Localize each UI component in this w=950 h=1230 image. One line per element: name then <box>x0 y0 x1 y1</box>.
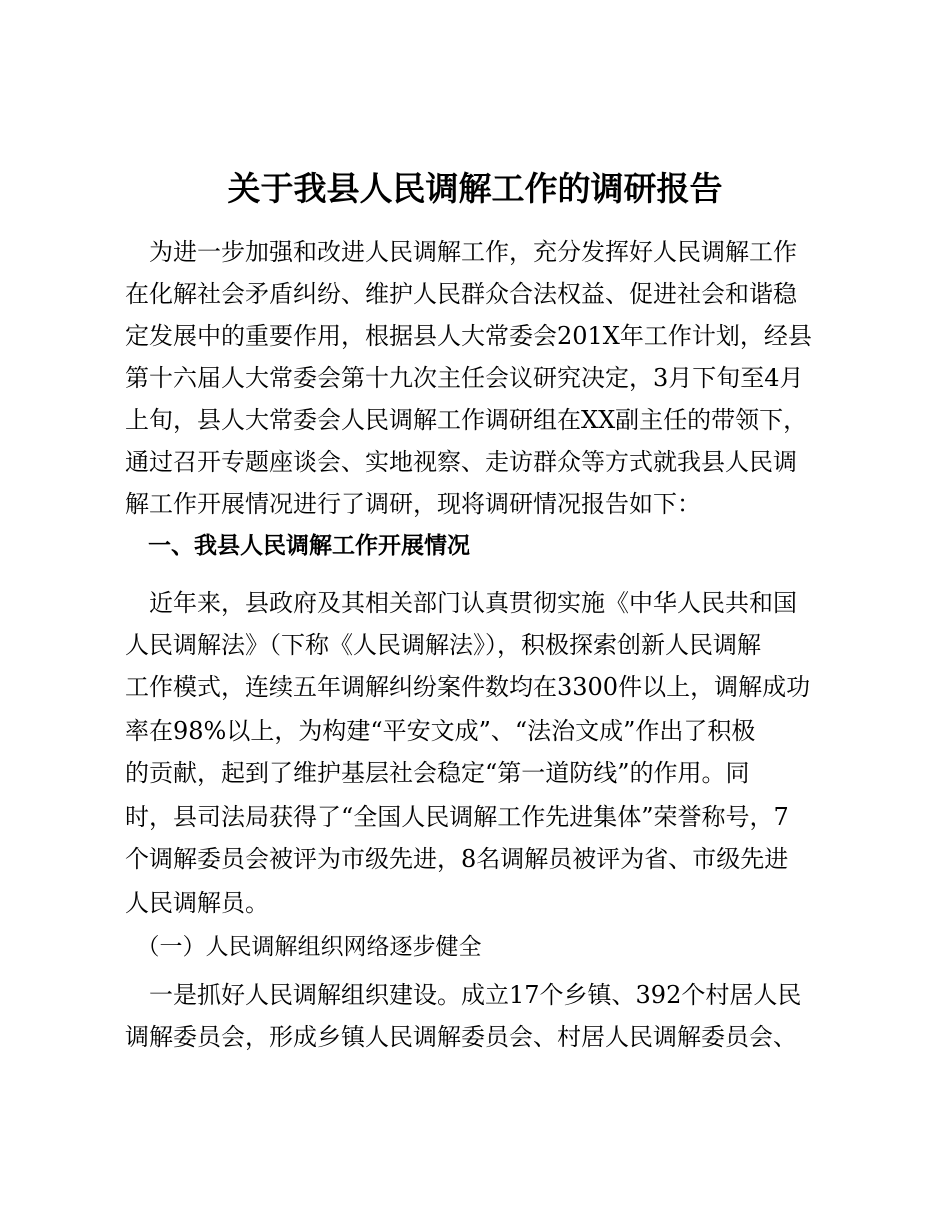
paragraph-line: 解工作开展情况进行了调研，现将调研情况报告如下： <box>125 490 701 518</box>
paragraph-line: 人民调解员。 <box>125 889 269 917</box>
paragraph-line: 率在98%以上，为构建“平安文成”、“法治文成”作出了积极 <box>125 717 756 745</box>
section-heading: 一、我县人民调解工作开展情况 <box>125 533 470 559</box>
paragraph-line: 时，县司法局获得了“全国人民调解工作先进集体”荣誉称号，7 <box>125 803 789 831</box>
document-title: 关于我县人民调解工作的调研报告 <box>227 169 723 208</box>
paragraph-line: 个调解委员会被评为市级先进，8名调解员被评为省、市级先进 <box>125 845 789 873</box>
paragraph-line: 工作模式，连续五年调解纠纷案件数均在3300件以上，调解成功 <box>125 673 811 701</box>
paragraph-line: 一是抓好人民调解组织建设。成立17个乡镇、392个村居人民 <box>125 981 802 1009</box>
paragraph-line: 近年来，县政府及其相关部门认真贯彻实施《中华人民共和国 <box>125 589 797 617</box>
paragraph-line: 人民调解法》（下称《人民调解法》），积极探索创新人民调解 <box>125 631 761 659</box>
subsection-heading: （一）人民调解组织网络逐步健全 <box>125 934 482 960</box>
paragraph-line: 为进一步加强和改进人民调解工作，充分发挥好人民调解工作 <box>125 238 797 266</box>
paragraph-line: 定发展中的重要作用，根据县人大常委会201X年工作计划，经县 <box>125 322 812 350</box>
paragraph-line: 调解委员会，形成乡镇人民调解委员会、村居人民调解委员会、 <box>125 1023 797 1051</box>
paragraph-line: 上旬，县人大常委会人民调解工作调研组在XX副主任的带领下， <box>125 406 808 434</box>
paragraph-line: 的贡献，起到了维护基层社会稳定“第一道防线”的作用。同 <box>125 759 750 787</box>
paragraph-line: 通过召开专题座谈会、实地视察、走访群众等方式就我县人民调 <box>125 448 797 476</box>
paragraph-line: 在化解社会矛盾纠纷、维护人民群众合法权益、促进社会和谐稳 <box>125 280 797 308</box>
paragraph-line: 第十六届人大常委会第十九次主任会议研究决定，3月下旬至4月 <box>125 364 804 392</box>
